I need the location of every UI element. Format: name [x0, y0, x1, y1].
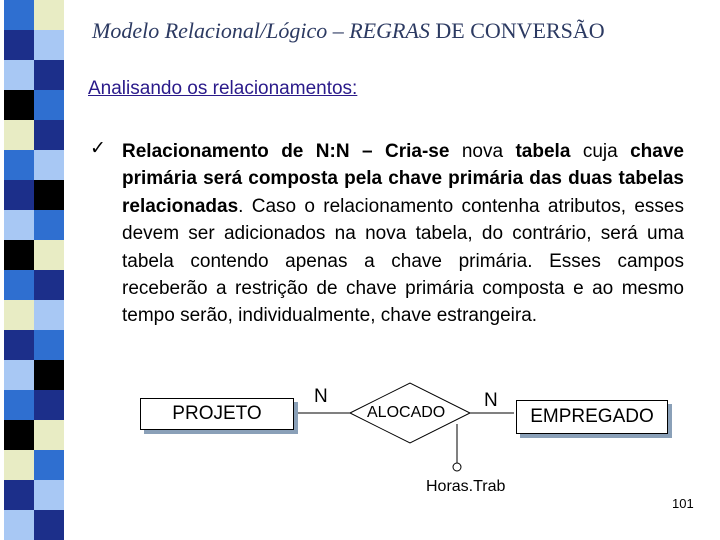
slide-title-caps: DE CONVERSÃO [429, 18, 605, 43]
attribute-label: Horas.Trab [426, 478, 506, 495]
bullet-text-a: nova [449, 141, 516, 162]
entity-empregado: EMPREGADO [516, 400, 668, 434]
cardinality-right: N [484, 390, 498, 411]
bullet-term: Relacionamento de N:N – Cria-se [122, 141, 450, 162]
bullet-bold-b: chave primária será composta pela chave primária das duas tabelas relacionadas [122, 141, 684, 217]
checkmark-icon: ✓ [90, 138, 106, 159]
entity-projeto: PROJETO [140, 398, 294, 430]
slide-subtitle: Analisando os relacionamentos: [88, 78, 358, 99]
slide-title-main: Modelo Relacional/Lógico – REGRAS [92, 18, 430, 43]
bullet-text-b: cuja [570, 141, 631, 162]
bullet-text-c: . Caso o relacionamento contenha atributos, esses devem ser adicionados na nova tabela, do contrário, será uma tabela contendo apenas a chave primária. Esses campos receberão a restrição de chave primária composta e ao mesmo tempo serão, individualmente, chave estrangeira. [122, 195, 684, 327]
attribute-circle-icon [453, 463, 461, 471]
relationship-label: ALOCADO [367, 404, 446, 421]
bullet-bold-a: tabela [515, 141, 571, 162]
page-number: 101 [672, 496, 694, 511]
cardinality-left: N [314, 386, 328, 407]
